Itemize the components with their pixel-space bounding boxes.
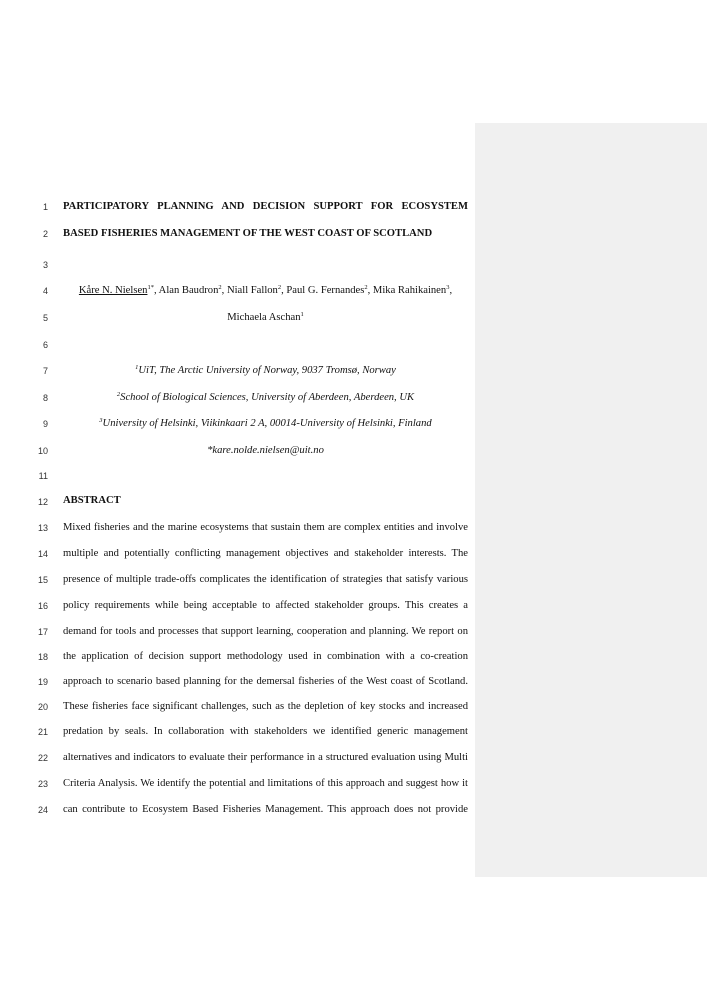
author-separator: ,: [153, 285, 159, 296]
abstract-line: Mixed fisheries and the marine ecosystems that sustain them are complex entities and involve: [63, 522, 468, 533]
affiliation: [63, 364, 468, 377]
author-name: Niall Fallon: [226, 285, 278, 296]
line-number: 13: [37, 523, 48, 533]
abstract-line: policy requirements while being acceptable to affected stakeholder groups. This creates a: [63, 600, 468, 611]
abstract-line: These fisheries face significant challenges, such as the depletion of key stocks and increased: [63, 701, 468, 712]
author-name: Michaela Aschan: [227, 312, 301, 323]
abstract-heading: ABSTRACT: [63, 495, 121, 506]
line-number: 4: [42, 286, 48, 296]
line-number: 21: [37, 727, 48, 737]
line-number: 22: [37, 753, 48, 763]
line-number: 11: [38, 471, 48, 481]
author-name: Mika Rahikainen: [372, 285, 447, 296]
author-affiliation-mark: 1*: [147, 284, 154, 291]
line-number: 1: [42, 202, 48, 212]
line-number: 23: [37, 779, 48, 789]
line-number: 14: [37, 549, 48, 559]
line-number: 8: [42, 393, 48, 403]
line-number: 24: [37, 805, 48, 815]
author-name: Alan Baudron: [158, 285, 219, 296]
author-affiliation-mark: 2: [277, 284, 282, 291]
line-number: 18: [37, 652, 48, 662]
affiliation-text: University of Helsinki, Viikinkaari 2 A, 00014-University of Helsinki, Finland: [102, 418, 432, 429]
abstract-line: the application of decision support methodology used in combination with a co-creation: [63, 651, 468, 662]
line-number: 5: [42, 313, 48, 323]
author-name: Kåre N. Nielsen: [78, 285, 148, 296]
affiliation-mark: 2: [116, 391, 121, 398]
corresponding-email[interactable]: *kare.nolde.nielsen@uit.no: [207, 445, 324, 456]
line-number: 2: [42, 229, 48, 239]
affiliation-text: UiT, The Arctic University of Norway, 9037 Tromsø, Norway: [138, 365, 396, 376]
affiliation-text: School of Biological Sciences, University of Aberdeen, Aberdeen, UK: [120, 392, 415, 403]
line-number: 15: [37, 575, 48, 585]
abstract-line: demand for tools and processes that support learning, cooperation and planning. We report on: [63, 626, 468, 637]
author-separator: ,: [367, 285, 373, 296]
affiliation: [63, 417, 468, 430]
line-number: 3: [42, 260, 48, 270]
author-separator: ,: [221, 285, 227, 296]
author-affiliation-mark: 2: [364, 284, 368, 291]
line-number: 16: [37, 601, 48, 611]
paper-title-line: BASED FISHERIES MANAGEMENT OF THE WEST COAST OF SCOTLAND: [63, 228, 433, 239]
affiliation: [63, 391, 468, 404]
line-number: 7: [42, 366, 48, 376]
line-number: 6: [42, 340, 48, 350]
line-number: 17: [37, 627, 48, 637]
affiliation-mark: 3: [99, 417, 103, 424]
line-number: 19: [37, 677, 48, 687]
abstract-line: presence of multiple trade-offs complicates the identification of strategies that satisfy various: [63, 574, 468, 585]
author-affiliation-mark: 2: [218, 284, 222, 291]
abstract-line: approach to scenario based planning for the demersal fisheries of the West coast of Scotland.: [63, 676, 468, 687]
abstract-line: predation by seals. In collaboration with stakeholders we identified generic management: [63, 726, 468, 737]
author-affiliation-mark: 3: [446, 284, 450, 291]
line-number: 20: [37, 702, 48, 712]
line-number: 12: [37, 497, 48, 507]
line-number: 9: [42, 419, 48, 429]
line-number: 10: [37, 446, 48, 456]
abstract-line: multiple and potentially conflicting management objectives and stakeholder interests. The: [63, 548, 468, 559]
author-list: [63, 311, 468, 324]
comment-margin-pane: [475, 123, 707, 877]
abstract-line: can contribute to Ecosystem Based Fisheries Management. This approach does not provide: [63, 804, 468, 815]
abstract-line: Criteria Analysis. We identify the potential and limitations of this approach and suggest how it: [63, 778, 468, 789]
author-affiliation-mark: 1: [300, 311, 304, 318]
author-list: [63, 284, 468, 297]
author-separator: ,: [449, 285, 453, 296]
affiliation-mark: 1: [135, 364, 139, 371]
author-separator: ,: [281, 285, 287, 296]
abstract-line: alternatives and indicators to evaluate their performance in a structured evaluation using Multi: [63, 752, 468, 763]
paper-title-line: PARTICIPATORY PLANNING AND DECISION SUPPORT FOR ECOSYSTEM: [63, 201, 468, 212]
author-name: Paul G. Fernandes: [286, 285, 365, 296]
